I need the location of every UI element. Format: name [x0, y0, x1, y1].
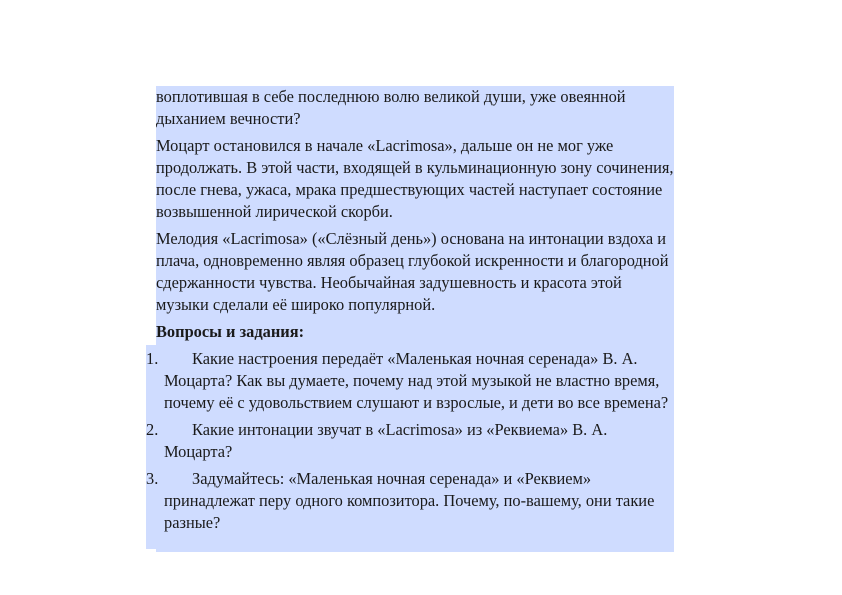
questions-heading: Вопросы и задания:: [156, 322, 305, 341]
question-item-2: [146, 419, 676, 463]
document-page: [146, 86, 676, 539]
question-text: Какие настроения передаёт «Маленькая ночная серенада» В. А. Моцарта? Как вы думаете, почему над этой музыкой не властно время, почему её с удовольствием слушают и взрослые, и дети во все времена?: [164, 349, 669, 412]
paragraph-2: Моцарт остановился в начале «Lacrimosa», дальше он не мог уже продолжать. В этой части, входящей в кульминационную зону сочинения, после гнева, ужаса, мрака предшествующих частей наступает состояние возвышенной лирической скорби.: [156, 136, 674, 221]
questions-list: [146, 348, 676, 534]
paragraph-3: Мелодия «Lacrimosa» («Слёзный день») основана на интонации вздоха и плача, одновременно являя образец глубокой искренности и благородной сдержанности чувства. Необычайная задушевность и красота этой музыки сделали её широко популярной.: [156, 229, 669, 314]
text-selection-highlight-list: [146, 345, 159, 549]
question-number: 1.: [146, 349, 159, 368]
question-item-1: [146, 348, 676, 414]
question-text: Задумайтесь: «Маленькая ночная серенада» и «Реквием» принадлежат перу одного композитора. Почему, по-вашему, они такие разные?: [164, 469, 655, 532]
question-item-3: [146, 468, 676, 534]
question-number: 3.: [146, 469, 159, 488]
question-number: 2.: [146, 420, 159, 439]
paragraph-1: воплотившая в себе последнюю волю великой души, уже овеянной дыханием вечности?: [156, 87, 626, 128]
question-text: Какие интонации звучат в «Lacrimosa» из «Реквиема» В. А. Моцарта?: [164, 420, 608, 461]
